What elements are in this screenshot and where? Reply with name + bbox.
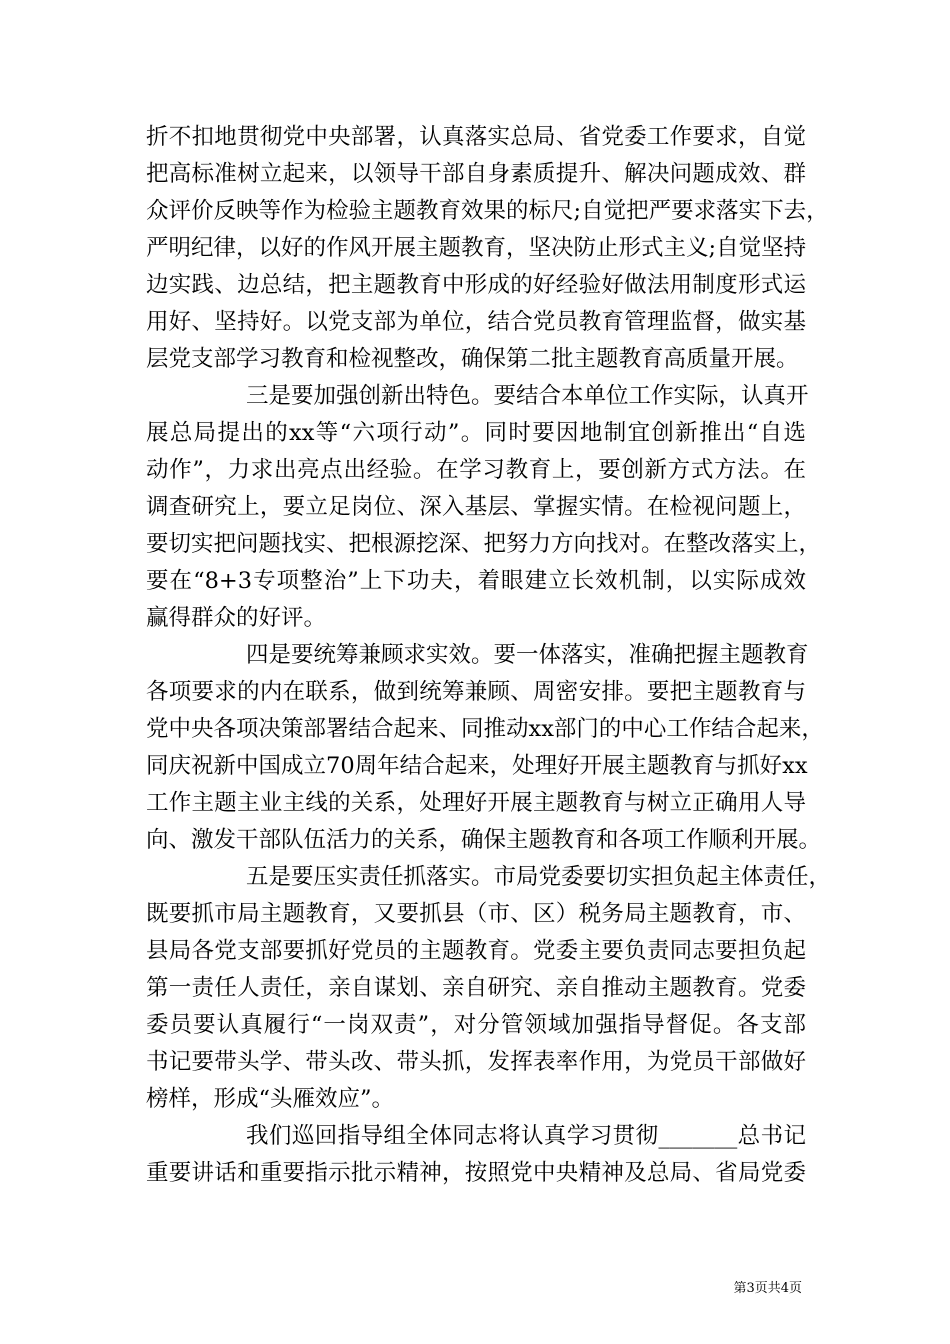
document-body [146, 119, 832, 1192]
text-line: 层党支部学习教育和检视整改，确保第二批主题教育高质量开展。 [146, 346, 799, 372]
text-line: 党中央各项决策部署结合起来、同推动xx部门的中心工作结合起来， [146, 716, 824, 742]
text-line: 把高标准树立起来，以领导干部自身素质提升、解决问题成效、群 [146, 161, 806, 187]
paragraph-point-three [146, 378, 822, 637]
text-line: 要在“8+3专项整治”上下功夫，着眼建立长效机制，以实际成效 [146, 568, 806, 594]
paragraph-closing [146, 1118, 806, 1192]
text-line: 五是要压实责任抓落实。市局党委要切实担负起主体责任， [246, 864, 832, 890]
text-line: 同庆祝新中国成立70周年结合起来，处理好开展主题教育与抓好xx [146, 753, 808, 779]
text-line: 折不扣地贯彻党中央部署，认真落实总局、省党委工作要求，自觉 [146, 124, 806, 150]
text-line: 各项要求的内在联系，做到统筹兼顾、周密安排。要把主题教育与 [146, 679, 806, 705]
page-number-footer: 第3页共4页 [733, 1281, 802, 1296]
text-line: 委员要认真履行“一岗双责”，对分管领域加强指导督促。各支部 [146, 1012, 806, 1038]
text-line: 赢得群众的好评。 [146, 605, 327, 631]
text-line: 用好、坚持好。以党支部为单位，结合党员教育管理监督，做实基 [146, 309, 806, 335]
paragraph-continued-requirements [146, 119, 829, 378]
paragraph-point-five [146, 859, 832, 1118]
text-line: 四是要统筹兼顾求实效。要一体落实，准确把握主题教育 [246, 642, 809, 668]
text-line: 书记要带头学、带头改、带头抓，发挥表率作用，为党员干部做好 [146, 1049, 806, 1075]
text-line: 既要抓市局主题教育，又要抓县（市、区）税务局主题教育，市、 [146, 901, 806, 927]
text-line: 要切实把问题找实、把根源挖深、把努力方向找对。在整改落实上， [146, 531, 822, 557]
text-line: 展总局提出的xx等“六项行动”。同时要因地制宜创新推出“自选 [146, 420, 806, 446]
paragraph-point-four [146, 637, 824, 859]
text-line: 三是要加强创新出特色。要结合本单位工作实际，认真开 [246, 383, 809, 409]
text-line: 榜样，形成“头雁效应”。 [146, 1086, 395, 1112]
text-line: 向、激发干部队伍活力的关系，确保主题教育和各项工作顺利开展。 [146, 827, 822, 853]
text-line: 第一责任人责任，亲自谋划、亲自研究、亲自推动主题教育。党委 [146, 975, 806, 1001]
text-line: 我们巡回指导组全体同志将认真学习贯彻_______总书记 [246, 1123, 806, 1149]
text-line: 调查研究上，要立足岗位、深入基层、掌握实情。在检视问题上， [146, 494, 806, 520]
text-line: 重要讲话和重要指示批示精神，按照党中央精神及总局、省局党委 [146, 1160, 806, 1186]
text-line: 工作主题主业主线的关系，处理好开展主题教育与树立正确用人导 [146, 790, 806, 816]
text-line: 动作”，力求出亮点出经验。在学习教育上，要创新方式方法。在 [146, 457, 806, 483]
text-line: 县局各党支部要抓好党员的主题教育。党委主要负责同志要担负起 [146, 938, 806, 964]
text-line: 众评价反映等作为检验主题教育效果的标尺;自觉把严要求落实下去， [146, 198, 829, 224]
text-line: 边实践、边总结，把主题教育中形成的好经验好做法用制度形式运 [146, 272, 806, 298]
text-line: 严明纪律，以好的作风开展主题教育，坚决防止形式主义;自觉坚持 [146, 235, 807, 261]
